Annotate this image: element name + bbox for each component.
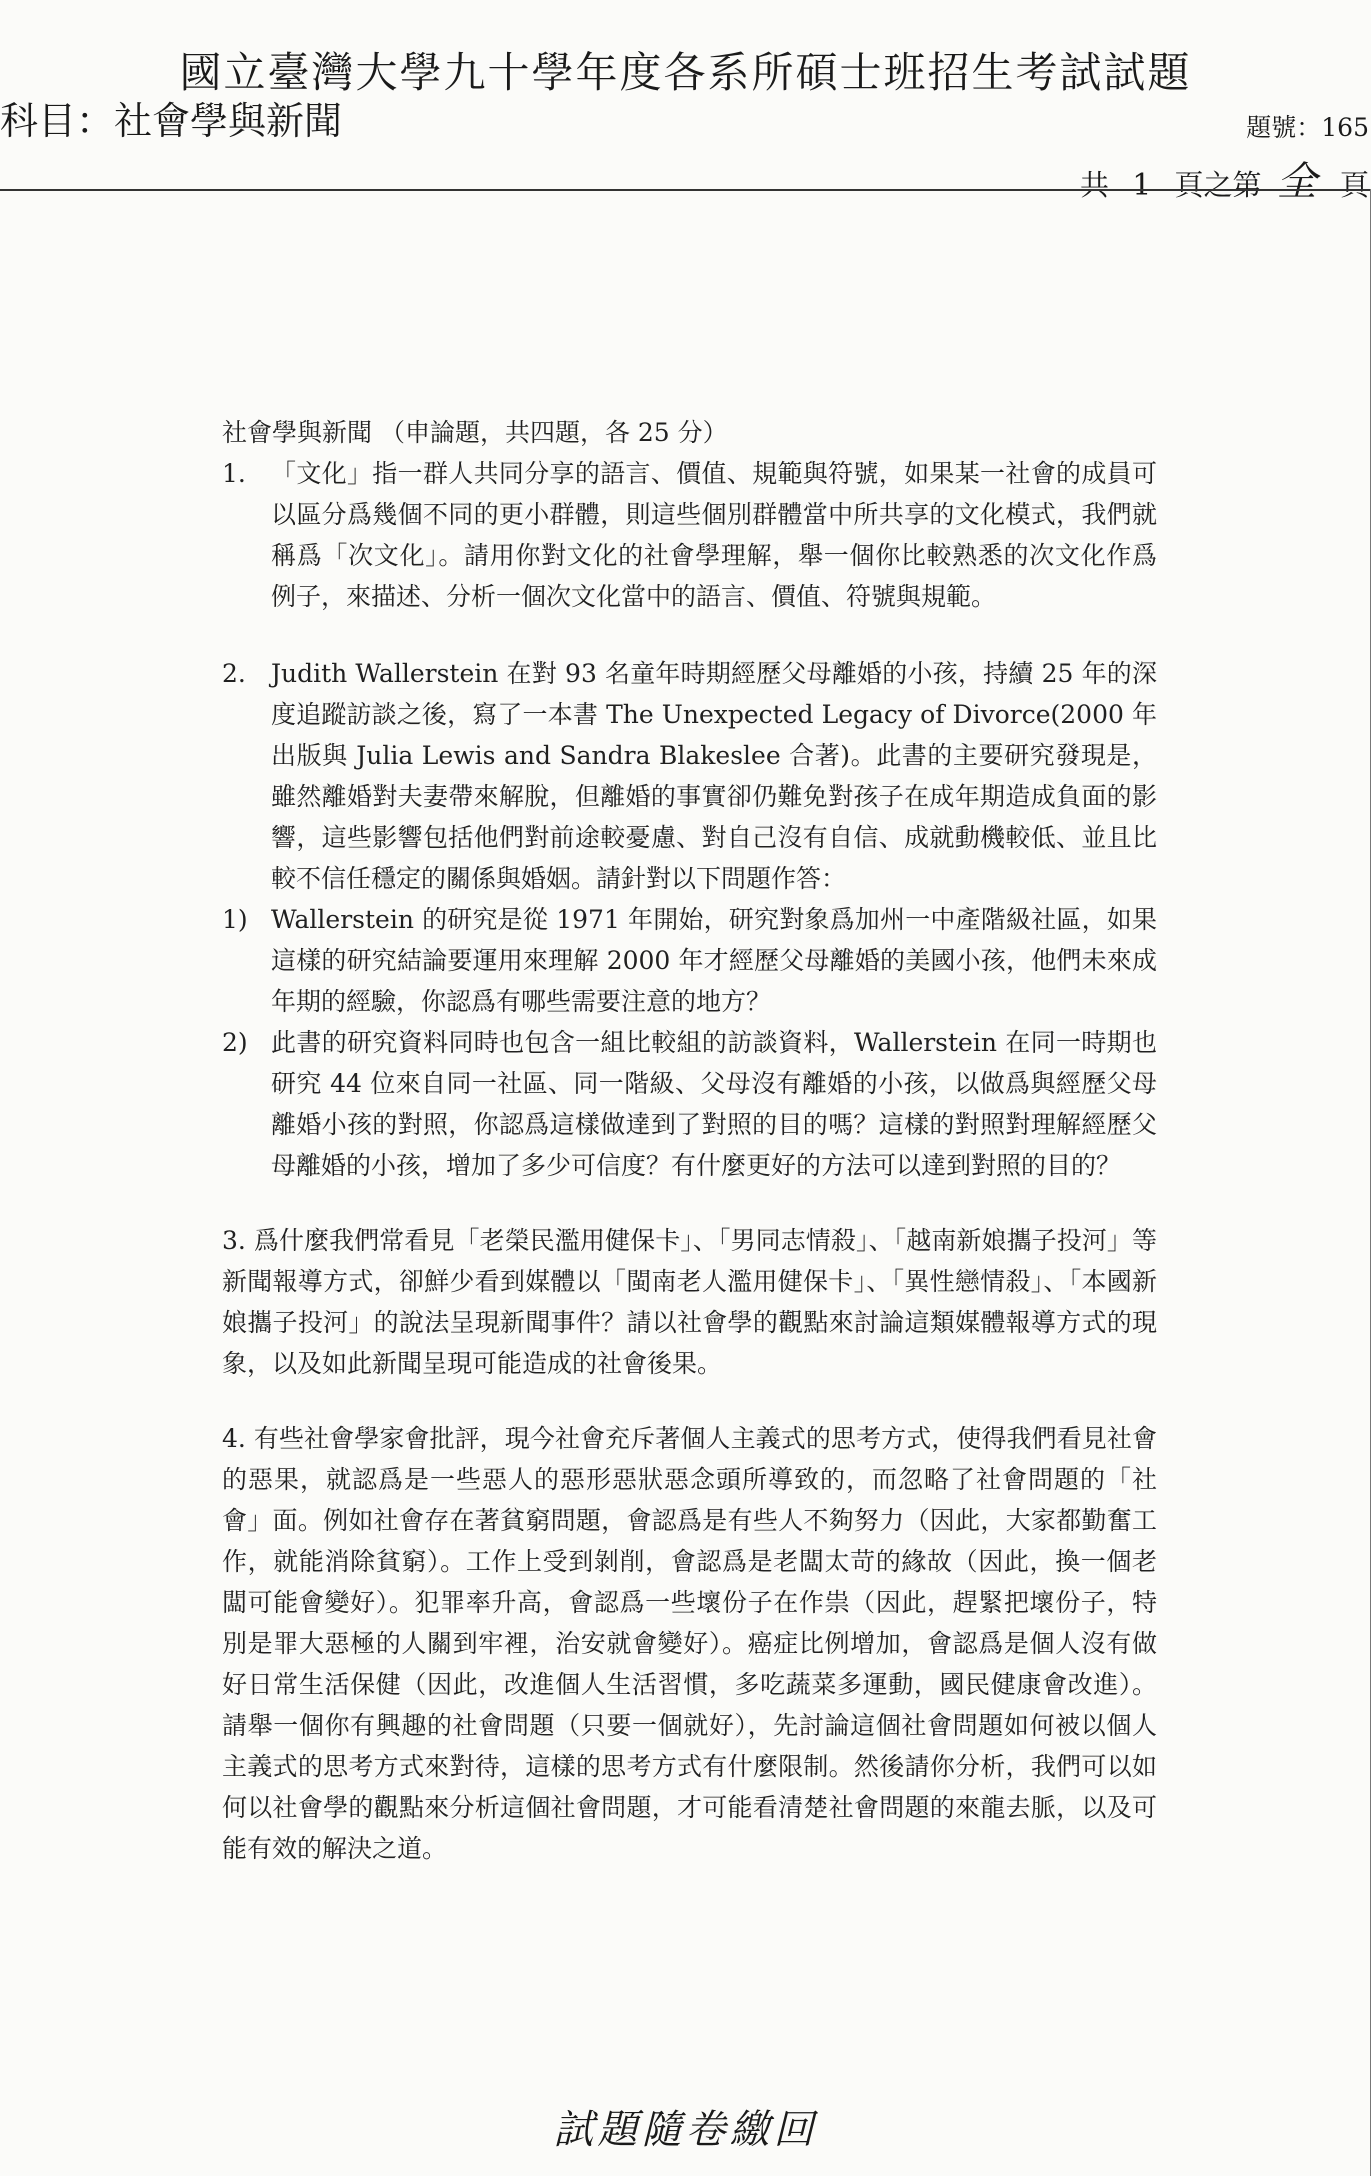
question-2-sub-2-number: 2) bbox=[222, 1028, 248, 1057]
question-2-sub-1-text: Wallerstein 的研究是從 1971 年開始，研究對象爲加州一中產階級社區，如果這樣的研究結論要運用來理解 2000 年才經歷父母離婚的美國小孩，他們未來成年期的經驗，你認爲有哪些需要注意的地方？ bbox=[271, 905, 1157, 1016]
question-2-sub-2 bbox=[222, 1022, 1157, 1186]
exam-title: 國立臺灣大學九十學年度各系所碩士班招生考試試題 bbox=[179, 48, 1192, 97]
page-count-suffix: 頁 bbox=[1339, 168, 1369, 202]
section-intro: 社會學與新聞 （申論題，共四題，各 25 分） bbox=[222, 418, 728, 447]
question-1-text: 「文化」指一群人共同分享的語言、價值、規範與符號，如果某一社會的成員可以區分爲幾個不同的更小群體，則這些個別群體當中所共享的文化模式，我們就稱爲「次文化」。請用你對文化的社會學理解，舉一個你比較熟悉的次文化作爲例子，來描述、分析一個次文化當中的語言、價值、符號與規範。 bbox=[271, 459, 1157, 611]
page-count-current: 全 bbox=[1276, 159, 1317, 205]
page-count-mid: 頁之第 bbox=[1174, 168, 1262, 202]
exam-subject: 科目：社會學與新聞 bbox=[0, 99, 343, 143]
question-number: 題號：165 bbox=[1246, 113, 1369, 142]
page-count bbox=[1080, 150, 1369, 207]
exam-body bbox=[222, 412, 1157, 1869]
question-3: 3. 爲什麼我們常看見「老榮民濫用健保卡」、「男同志情殺」、「越南新娘攜子投河」等新聞報導方式，卻鮮少看到媒體以「閩南老人濫用健保卡」、「異性戀情殺」、「本國新娘攜子投河」的說法呈現新聞事件？請以社會學的觀點來討論這類媒體報導方式的現象，以及如此新聞呈現可能造成的社會後果。 bbox=[222, 1226, 1157, 1378]
return-stamp: 試題隨卷繳回 bbox=[553, 2107, 818, 2153]
question-2-number: 2. bbox=[222, 659, 246, 688]
question-2-sub-2-text: 此書的研究資料同時也包含一組比較組的訪談資料，Wallerstein 在同一時期也研究 44 位來自同一社區、同一階級、父母沒有離婚的小孩，以做爲與經歷父母離婚小孩的對照，你認爲這樣做達到了對照的目的嗎？這樣的對照對理解經歷父母離婚的小孩，增加了多少可信度？有什麼更好的方法可以達到對照的目的？ bbox=[271, 1028, 1157, 1180]
header-rule bbox=[0, 189, 1371, 191]
question-1-number: 1. bbox=[222, 459, 246, 488]
question-2-sub-1 bbox=[222, 899, 1157, 1022]
page-count-prefix: 共 bbox=[1079, 168, 1109, 202]
question-2-sub-1-number: 1) bbox=[222, 905, 248, 934]
question-2-text: Judith Wallerstein 在對 93 名童年時期經歷父母離婚的小孩，持續 25 年的深度追蹤訪談之後，寫了一本書 The Unexpected Legacy of Divorce(2000 年出版與 Julia Lewis and Sandra Blakeslee 合著)。此書的主要研究發現是，雖然離婚對夫妻帶來解脫，但離婚的事實卻仍難免對孩子在成年期造成負面的影響，這些影響包括他們對前途較憂慮、對自己沒有自信、成就動機較低、並且比較不信任穩定的關係與婚姻。請針對以下問題作答： bbox=[271, 659, 1157, 893]
page-count-total: 1 bbox=[1132, 168, 1152, 203]
question-4: 4. 有些社會學家會批評，現今社會充斥著個人主義式的思考方式，使得我們看見社會的惡果，就認爲是一些惡人的惡形惡狀惡念頭所導致的，而忽略了社會問題的「社會」面。例如社會存在著貧窮問題，會認爲是有些人不夠努力（因此，大家都勤奮工作，就能消除貧窮）。工作上受到剝削，會認爲是老闆太苛的緣故（因此，換一個老闆可能會變好）。犯罪率升高，會認爲一些壞份子在作祟（因此，趕緊把壞份子，特別是罪大惡極的人關到牢裡，治安就會變好）。癌症比例增加，會認爲是個人沒有做好日常生活保健（因此，改進個人生活習慣，多吃蔬菜多運動，國民健康會改進）。請舉一個你有興趣的社會問題（只要一個就好），先討論這個社會問題如何被以個人主義式的思考方式來對待，這樣的思考方式有什麼限制。然後請你分析，我們可以如何以社會學的觀點來分析這個社會問題，才可能看清楚社會問題的來龍去脈，以及可能有效的解決之道。 bbox=[222, 1424, 1157, 1863]
question-1 bbox=[222, 453, 1157, 617]
question-2 bbox=[222, 653, 1157, 899]
